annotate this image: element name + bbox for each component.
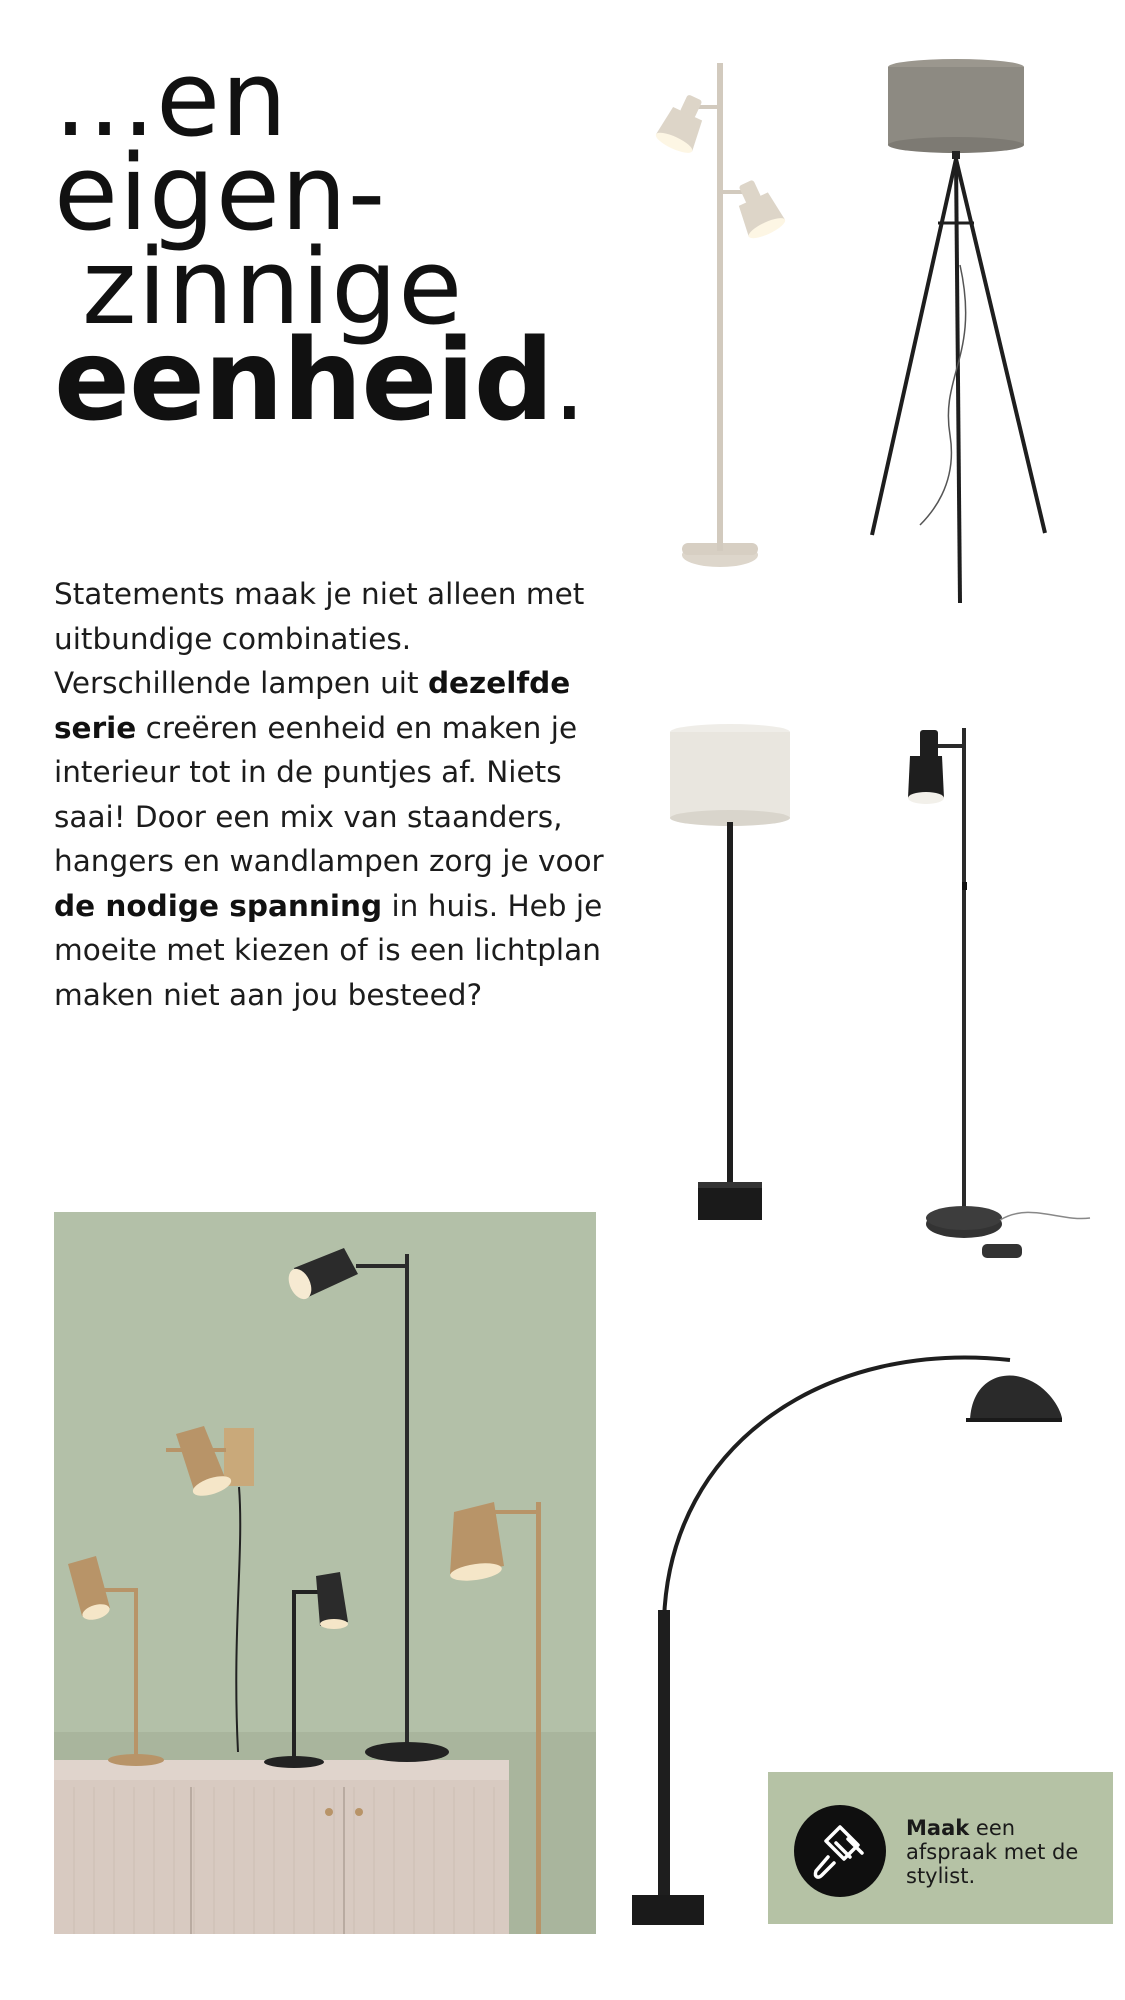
paint-roller-icon[interactable] [794,1805,886,1897]
body-bold-2: de nodige spanning [54,888,383,923]
headline-line-2: eigen- [54,132,387,254]
lifestyle-photo-lamps [54,1212,596,1934]
cta-label: een afspraak met de stylist. [906,1816,1079,1888]
product-white-shade-floor-lamp [660,722,800,1242]
body-text-2: creëren eenheid en maken je interieur tot in de puntjes af. Niets saai! Door een mix van staanders, hangers en wandlampen zorg je voor [54,710,604,878]
headline-dot: . [552,322,587,444]
headline-line-1: ...en [54,38,289,160]
product-tripod-floor-lamp [860,55,1060,615]
body-text-3: in huis. Heb je moeite met kiezen of is een lichtplan maken niet aan jou besteed? [54,888,603,1012]
headline-line-3: zinnige [82,226,464,348]
body-bold-1: dezelfde serie [54,666,571,745]
cta-bold: Maak [906,1816,970,1840]
headline-bold-word: eenheid [54,316,553,446]
product-beige-double-spot-floor-lamp [640,55,810,575]
paint-roller-icon-glyph [794,1805,886,1897]
body-paragraph [54,572,614,1017]
body-text-1: Statements maak je niet alleen met uitbundige combinaties. Verschillende lampen uit [54,577,585,700]
product-black-reading-floor-lamp [880,722,1100,1262]
headline-line-4 [54,316,614,446]
headline [54,38,614,446]
cta-text[interactable] [906,1816,1106,1888]
